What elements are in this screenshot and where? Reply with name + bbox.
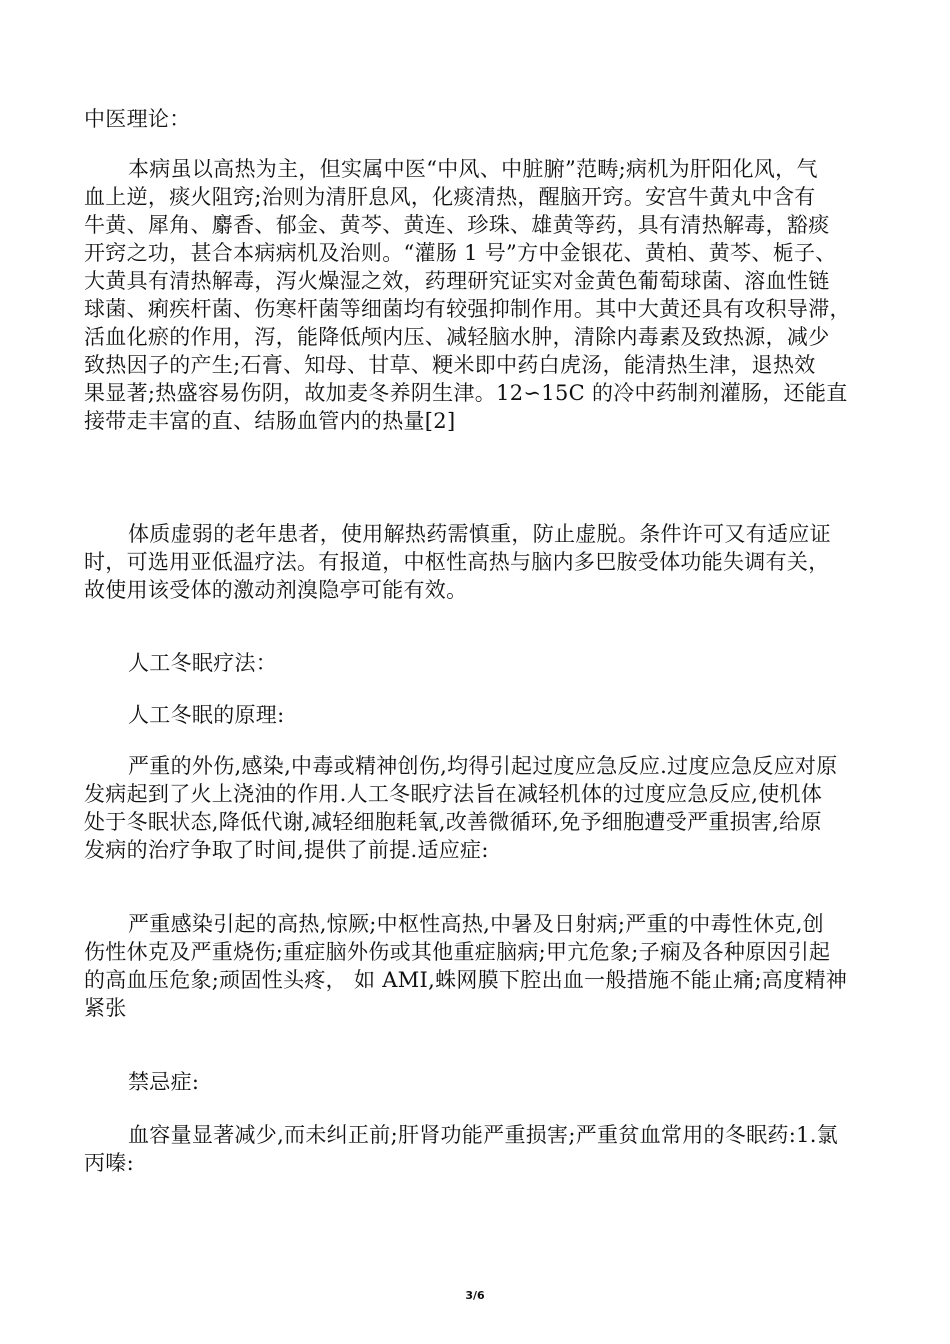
paragraph-line: 的高血压危象;顽固性头疼， 如 AMI,蛛网膜下腔出血一般措施不能止痛;高度精神 — [84, 968, 848, 992]
heading-artificial-hibernation: 人工冬眠疗法： — [128, 651, 278, 675]
paragraph-line: 果显著;热盛容易伤阴，故加麦冬养阴生津。12∽15C 的冷中药制剂灌肠，还能直 — [84, 381, 848, 405]
paragraph-contraindications — [84, 1121, 884, 1177]
paragraph-line: 牛黄、犀角、麝香、郁金、黄芩、黄连、珍珠、雄黄等药，具有清热解毒，豁痰 — [84, 213, 830, 237]
paragraph-line: 球菌、痢疾杆菌、伤寒杆菌等细菌均有较强抑制作用。其中大黄还具有攻积导滞， — [84, 297, 851, 321]
paragraph-line: 大黄具有清热解毒，泻火燥湿之效，药理研究证实对金黄色葡萄球菌、溶血性链 — [84, 269, 830, 293]
paragraph-line: 血上逆，痰火阻窍;治则为清肝息风，化痰清热，醒脑开窍。安宫牛黄丸中含有 — [84, 185, 816, 209]
paragraph-line: 丙嗪: — [84, 1151, 134, 1175]
paragraph-line: 发病的治疗争取了时间,提供了前提.适应症: — [84, 838, 489, 862]
paragraph-indications — [84, 910, 884, 1022]
paragraph-line: 处于冬眠状态,降低代谢,减轻细胞耗氧,改善微循环,免予细胞遭受严重损害,给原 — [84, 810, 822, 834]
paragraph-line: 活血化瘀的作用，泻，能降低颅内压、减轻脑水肿，清除内毒素及致热源，减少 — [84, 325, 830, 349]
paragraph-line: 伤性休克及严重烧伤;重症脑外伤或其他重症脑病;甲亢危象;子痫及各种原因引起 — [84, 940, 831, 964]
paragraph-line: 体质虚弱的老年患者，使用解热药需慎重，防止虚脱。条件许可又有适应证 — [128, 522, 831, 546]
paragraph-tcm-treatment — [84, 155, 884, 435]
paragraph-line: 血容量显著减少,而未纠正前;肝肾功能严重损害;严重贫血常用的冬眠药:1.氯 — [128, 1123, 839, 1147]
paragraph-line: 严重感染引起的高热,惊厥;中枢性高热,中暑及日射病;严重的中毒性休克,创 — [128, 912, 824, 936]
paragraph-line: 严重的外伤,感染,中毒或精神创伤,均得引起过度应急反应.过度应急反应对原 — [128, 754, 838, 778]
paragraph-line: 接带走丰富的直、结肠血管内的热量[2] — [84, 409, 456, 433]
heading-hibernation-principle: 人工冬眠的原理: — [128, 703, 285, 727]
heading-tcm-theory: 中医理论： — [84, 107, 191, 131]
paragraph-line: 时，可选用亚低温疗法。有报道，中枢性高热与脑内多巴胺受体功能失调有关， — [84, 550, 830, 574]
heading-contraindications: 禁忌症: — [128, 1070, 200, 1094]
paragraph-line: 故使用该受体的激动剂溴隐亭可能有效。 — [84, 578, 468, 602]
paragraph-line: 发病起到了火上浇油的作用.人工冬眠疗法旨在减轻机体的过度应急反应,使机体 — [84, 782, 823, 806]
paragraph-line: 本病虽以高热为主，但实属中医“中风、中脏腑”范畴;病机为肝阳化风，气 — [128, 157, 818, 181]
paragraph-line: 紧张 — [84, 996, 127, 1020]
paragraph-line: 开窍之功，甚合本病病机及治则。“灌肠 1 号”方中金银花、黄柏、黄芩、栀子、 — [84, 241, 837, 265]
paragraph-hibernation-principle — [84, 752, 884, 864]
paragraph-line: 致热因子的产生;石膏、知母、甘草、粳米即中药白虎汤，能清热生津，退热效 — [84, 353, 816, 377]
page-number: 3/6 — [465, 1289, 485, 1302]
paragraph-elderly-patients — [84, 520, 884, 604]
